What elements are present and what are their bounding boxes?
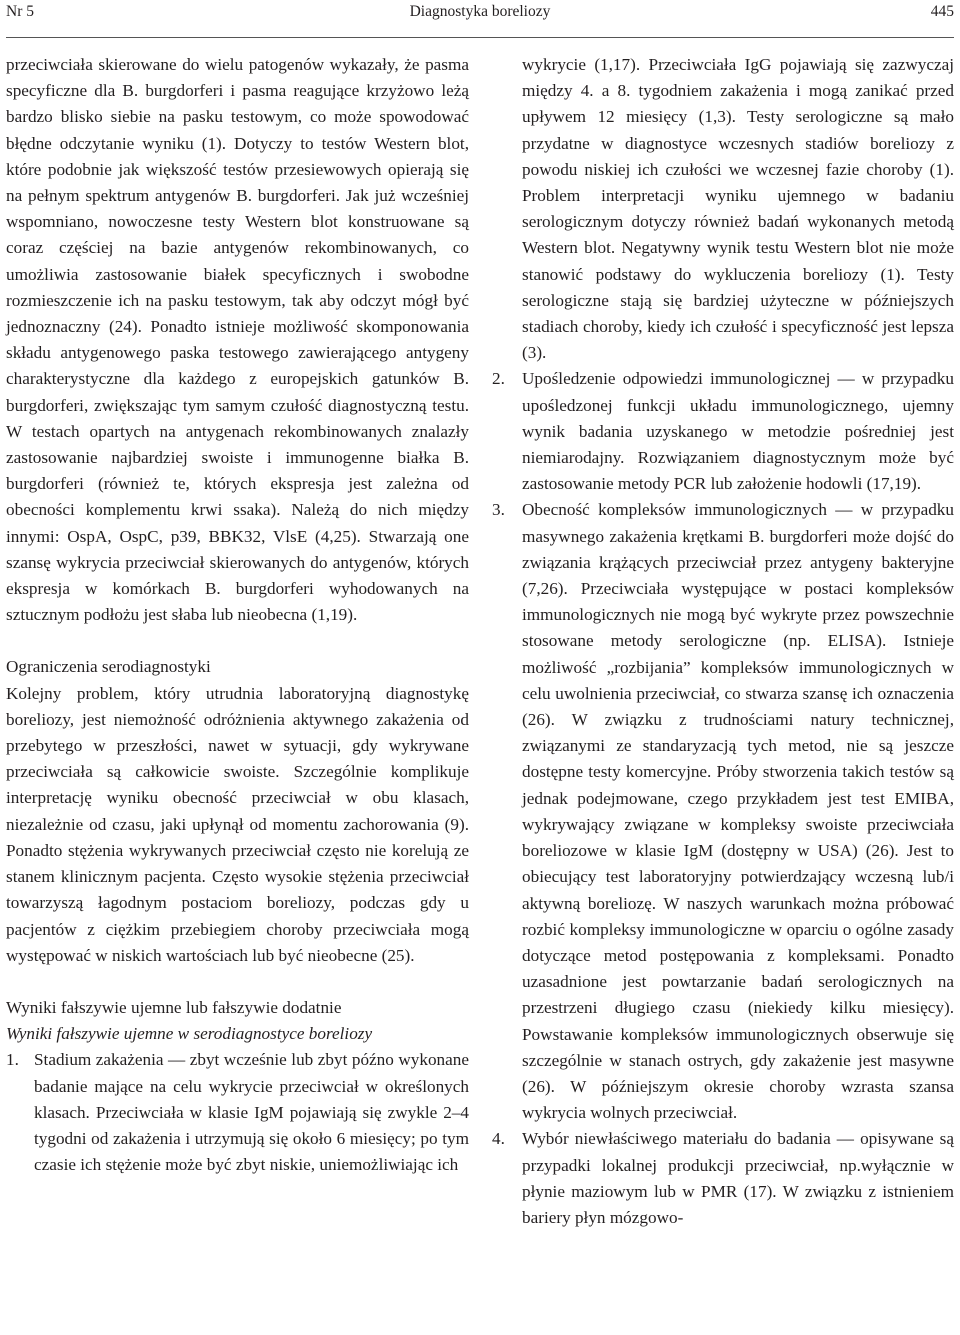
section-heading: Ograniczenia serodiagnostyki [6,657,211,677]
numbered-list [492,52,954,1231]
list-number: 4. [492,1129,505,1149]
running-title: Diagnostyka boreliozy [409,3,551,20]
list-number: 3. [492,500,505,520]
list-item [492,497,954,1126]
list-number: 2. [492,369,505,389]
paragraph: przeciwciała skierowane do wielu patogenów wykazały, że pasma specyficzne dla B. burgdorferi i pasma reagujące krzyżowo leżą bardzo blisko siebie na pasku testowym, co może spowodować błędne odczytanie wyniku (1). Dotyczy to testów Western blot, które podobnie jak większość testów przesiewowych opierają się na pełnym spektrum antygenów B. burgdorferi. Jak już wcześniej wspomniano, nowoczesne testy Western blot konstruowane są coraz częściej na bazie antygenów rekombinowanych, co umożliwia zastosowanie białek specyficznych i swobodne rozmieszczenie ich na pasku testowym, tak aby odczyt mógł być jednoznaczny (24). Ponadto istnieje możliwość skomponowania składu antygenowego paska testowego zawierającego antygeny charakterystyczne dla każdego z europejskich gatunków B. burgdorferi, zwiększając tym samym czułość diagnostyczną testu. W testach opartych na antygenach rekombinowanych znalazły zastosowanie najbardziej swoiste i immunogenne białka B. burgdorferi (również te, których ekspresja jest zależna od obecności komplementu krwi ssaka). Należą do nich między innymi: OspA, OspC, p39, BBK32, VlsE (4,25). Stwarzają one szansę wykrycia przeciwciał skierowanych do antygenów, których ekspresja w komórkach B. burgdorferi wyhodowanych na sztucznym podłożu jest słaba lub nieobecna (1,19). [6,55,469,625]
list-item [492,366,954,497]
list-item [492,1126,954,1231]
list-item-text: wykrycie (1,17). Przeciwciała IgG pojawiają się zazwyczaj między 4. a 8. tygodniem zakażenia i mogą zanikać przed upływem 12 miesięcy (1,3). Testy serologiczne są mało przydatne w diagnostyce wczesnych stadiów boreliozy z powodu niskiej ich czułości we wczesnej fazie choroby (1). Problem interpretacji wyniku ujemnego w badaniu serologicznym dotyczy również badań wykonanych metodą Western blot. Negatywny wynik testu Western blot nie może stanowić podstawy do wykluczenia boreliozy (1). Testy serologiczne stają się bardziej użyteczne w późniejszych stadiach choroby, kiedy ich czułość i specyficzność jest lepsza (3). [522,55,954,363]
list-item-text: Obecność kompleksów immunologicznych — w przypadku masywnego zakażenia krętkami B. burgdorferi może dojść do związania krążących przeciwciał przez antygeny bakteryjne (7,26). Przeciwciała występujące w postaci kompleksów immunologicznych nie mogą być wykryte przez powszechnie stosowane metody serologiczne (np. ELISA). Istnieje możliwość „rozbijania” kompleksów immunologicznych w celu uwolnienia przeciwciał, co stwarza szansę ich oznaczenia (26). W związku z trudnościami natury technicznej, związanymi ze standaryzacją tych metod, nie są jeszcze dostępne testy komercyjne. Próby stworzenia takich testów są jednak podejmowane, czego przykładem jest test EMIBA, wykrywający związane w kompleksy swoiste przeciwciała boreliozowe w klasie IgM (dostępny w USA) (26). Jest to obiecujący test laboratoryjny potwierdzający wczesną lub/i aktywną boreliozę. W naszych warunkach można próbować rozbić kompleksy immunologiczne w oparciu o ogólne zasady dotyczące metod postępowania z kompleksami. Ponadto uzasadnione jest powtarzanie badań serologicznych na przestrzeni długiego czasu (niekiedy kilku miesięcy). Powstawanie kompleksów immunologicznych obserwuje się szczególnie w stanach ostrych, gdy zakażenie jest masywne (26). W późniejszym okresie choroby wzrasta szansa wykrycia wolnych przeciwciał. [522,500,954,1123]
list-item-continued [492,52,954,366]
section-heading: Wyniki fałszywie ujemne lub fałszywie dodatnie [6,997,342,1017]
paragraph: Kolejny problem, który utrudnia laboratoryjną diagnostykę boreliozy, jest niemożność odróżnienia aktywnego zakażenia od przebytego w przeszłości, nawet w sytuacji, gdy wykrywane przeciwciała są całkowicie swoiste. Szczególnie komplikuje interpretację wyniku obecność przeciwciał w obu klasach, niezależnie od czasu, jaki upłynął od momentu zachorowania (9). Ponadto stężenia wykrywanych przeciwciał często nie korelują ze stanem klinicznym pacjenta. Często wysokie stężenia przeciwciał towarzyszą łagodnym postaciom boreliozy, podczas gdy u pacjentów z ciężkim przebiegiem choroby przeciwciała mogą występować w niskich wartościach lub być nieobecne (25). [6,683,469,965]
right-column [492,52,954,1231]
left-column [6,52,469,1178]
page-header [6,0,954,28]
list-item [6,1047,469,1178]
subsection-heading: Wyniki fałszywie ujemne w serodiagnostyce boreliozy [6,1024,373,1044]
issue-number: Nr 5 [6,3,34,20]
numbered-list [6,1047,469,1178]
page-number: 445 [930,3,954,20]
header-rule [6,37,954,38]
list-number: 1. [6,1050,19,1070]
list-item-text: Stadium zakażenia — zbyt wcześnie lub zbyt późno wykonane badanie mające na celu wykrycie przeciwciał w określonych klasach. Przeciwciała w klasie IgM pojawiają się zwykle 2–4 tygodni od zakażenia i utrzymują się około 6 miesięcy; po tym czasie ich stężenie może być zbyt niskie, uniemożliwiając ich [34,1050,469,1175]
list-item-text: Upośledzenie odpowiedzi immunologicznej — w przypadku upośledzonej funkcji układu immunologicznego, ujemny wynik badania uzyskanego w metodzie pośredniej jest niemiarodajny. Rozwiązaniem diagnostycznym może być zastosowanie metody PCR lub założenie hodowli (17,19). [522,369,954,494]
list-item-text: Wybór niewłaściwego materiału do badania — opisywane są przypadki lokalnej produkcji przeciwciał, np.wyłącznie w płynie maziowym lub w PMR (17). W związku z istnieniem bariery płyn mózgowo- [522,1129,954,1227]
